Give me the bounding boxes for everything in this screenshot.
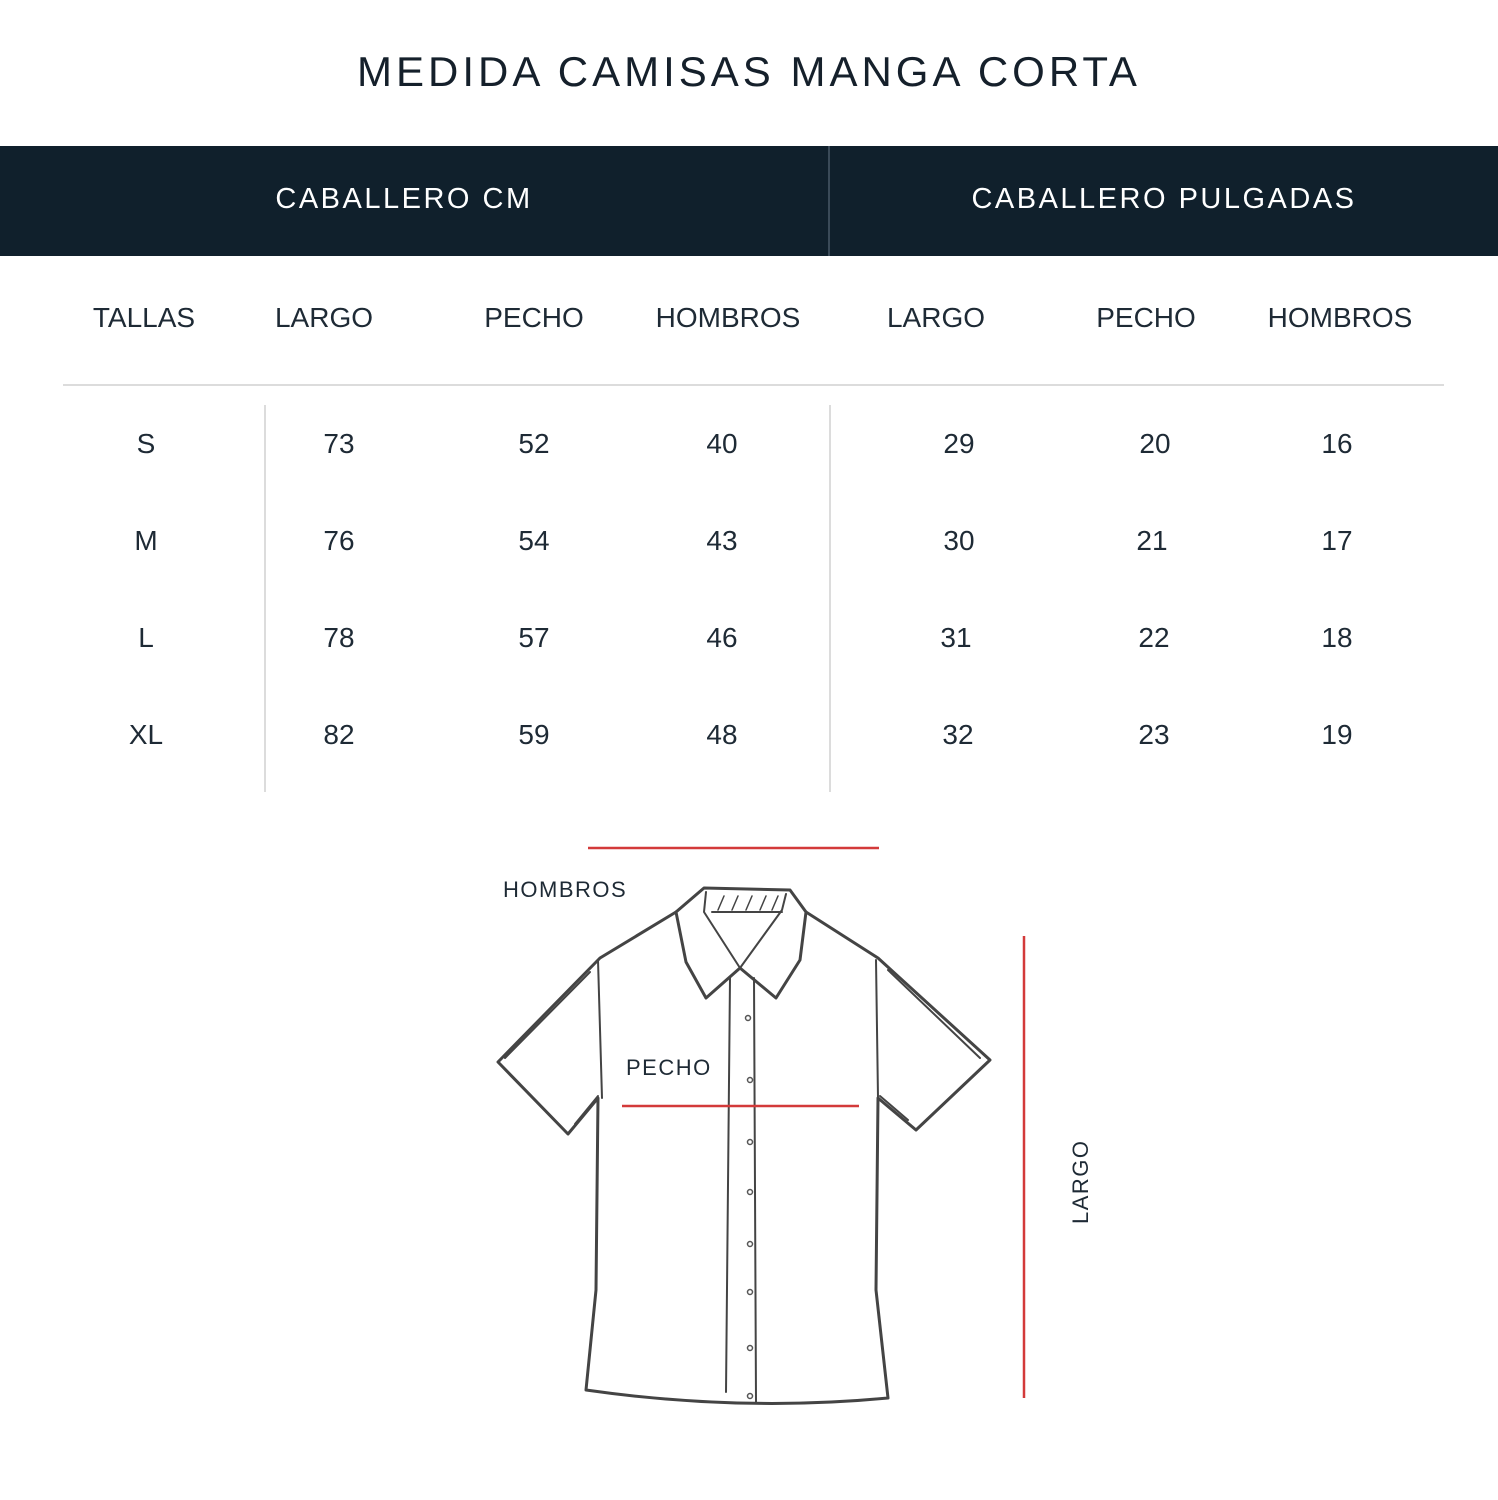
header-separator [63, 384, 1444, 386]
cell-hombros-in: 19 [1321, 719, 1353, 750]
column-header-hombros-in: HOMBROS [1267, 302, 1413, 333]
cell-pecho-cm: 52 [518, 428, 550, 459]
column-divider-size [264, 405, 266, 792]
page-title: MEDIDA CAMISAS MANGA CORTA [357, 48, 1141, 95]
table-group-header [0, 146, 1498, 256]
cell-largo-in: 30 [943, 525, 975, 556]
shirt-diagram [0, 820, 1498, 1440]
cell-hombros-in: 16 [1321, 428, 1353, 459]
column-header-tallas: TALLAS [92, 302, 196, 333]
cell-size: S [136, 428, 156, 459]
cell-size: M [134, 525, 158, 556]
column-header-largo-in: LARGO [886, 302, 986, 333]
cell-largo-cm: 82 [323, 719, 355, 750]
hombros-label: HOMBROS [503, 877, 628, 902]
column-divider-units [829, 405, 831, 792]
largo-label: LARGO [1068, 1139, 1093, 1224]
cell-pecho-cm: 57 [518, 622, 550, 653]
cell-largo-in: 32 [942, 719, 974, 750]
pecho-label: PECHO [626, 1055, 712, 1080]
cell-pecho-in: 21 [1136, 525, 1168, 556]
group-header-inches: CABALLERO PULGADAS [971, 183, 1357, 215]
column-header-pecho-in: PECHO [1096, 302, 1196, 333]
cell-hombros-cm: 43 [706, 525, 738, 556]
cell-pecho-cm: 54 [518, 525, 550, 556]
cell-pecho-in: 23 [1138, 719, 1170, 750]
cell-size: L [138, 622, 154, 653]
cell-largo-in: 29 [943, 428, 975, 459]
column-header-largo-cm: LARGO [274, 302, 374, 333]
cell-hombros-in: 18 [1321, 622, 1353, 653]
shirt-outline [498, 888, 990, 1403]
group-header-cm: CABALLERO CM [275, 183, 533, 215]
column-header-pecho-cm: PECHO [484, 302, 584, 333]
cell-hombros-in: 17 [1321, 525, 1353, 556]
cell-hombros-cm: 40 [706, 428, 738, 459]
cell-pecho-in: 20 [1139, 428, 1171, 459]
column-header-hombros-cm: HOMBROS [655, 302, 801, 333]
cell-size: XL [128, 719, 164, 750]
cell-hombros-cm: 46 [706, 622, 738, 653]
cell-largo-cm: 76 [323, 525, 355, 556]
cell-hombros-cm: 48 [706, 719, 738, 750]
cell-largo-in: 31 [940, 622, 972, 653]
cell-largo-cm: 78 [323, 622, 355, 653]
cell-pecho-in: 22 [1138, 622, 1170, 653]
cell-largo-cm: 73 [323, 428, 355, 459]
shirt-buttons [746, 1016, 753, 1399]
cell-pecho-cm: 59 [518, 719, 550, 750]
